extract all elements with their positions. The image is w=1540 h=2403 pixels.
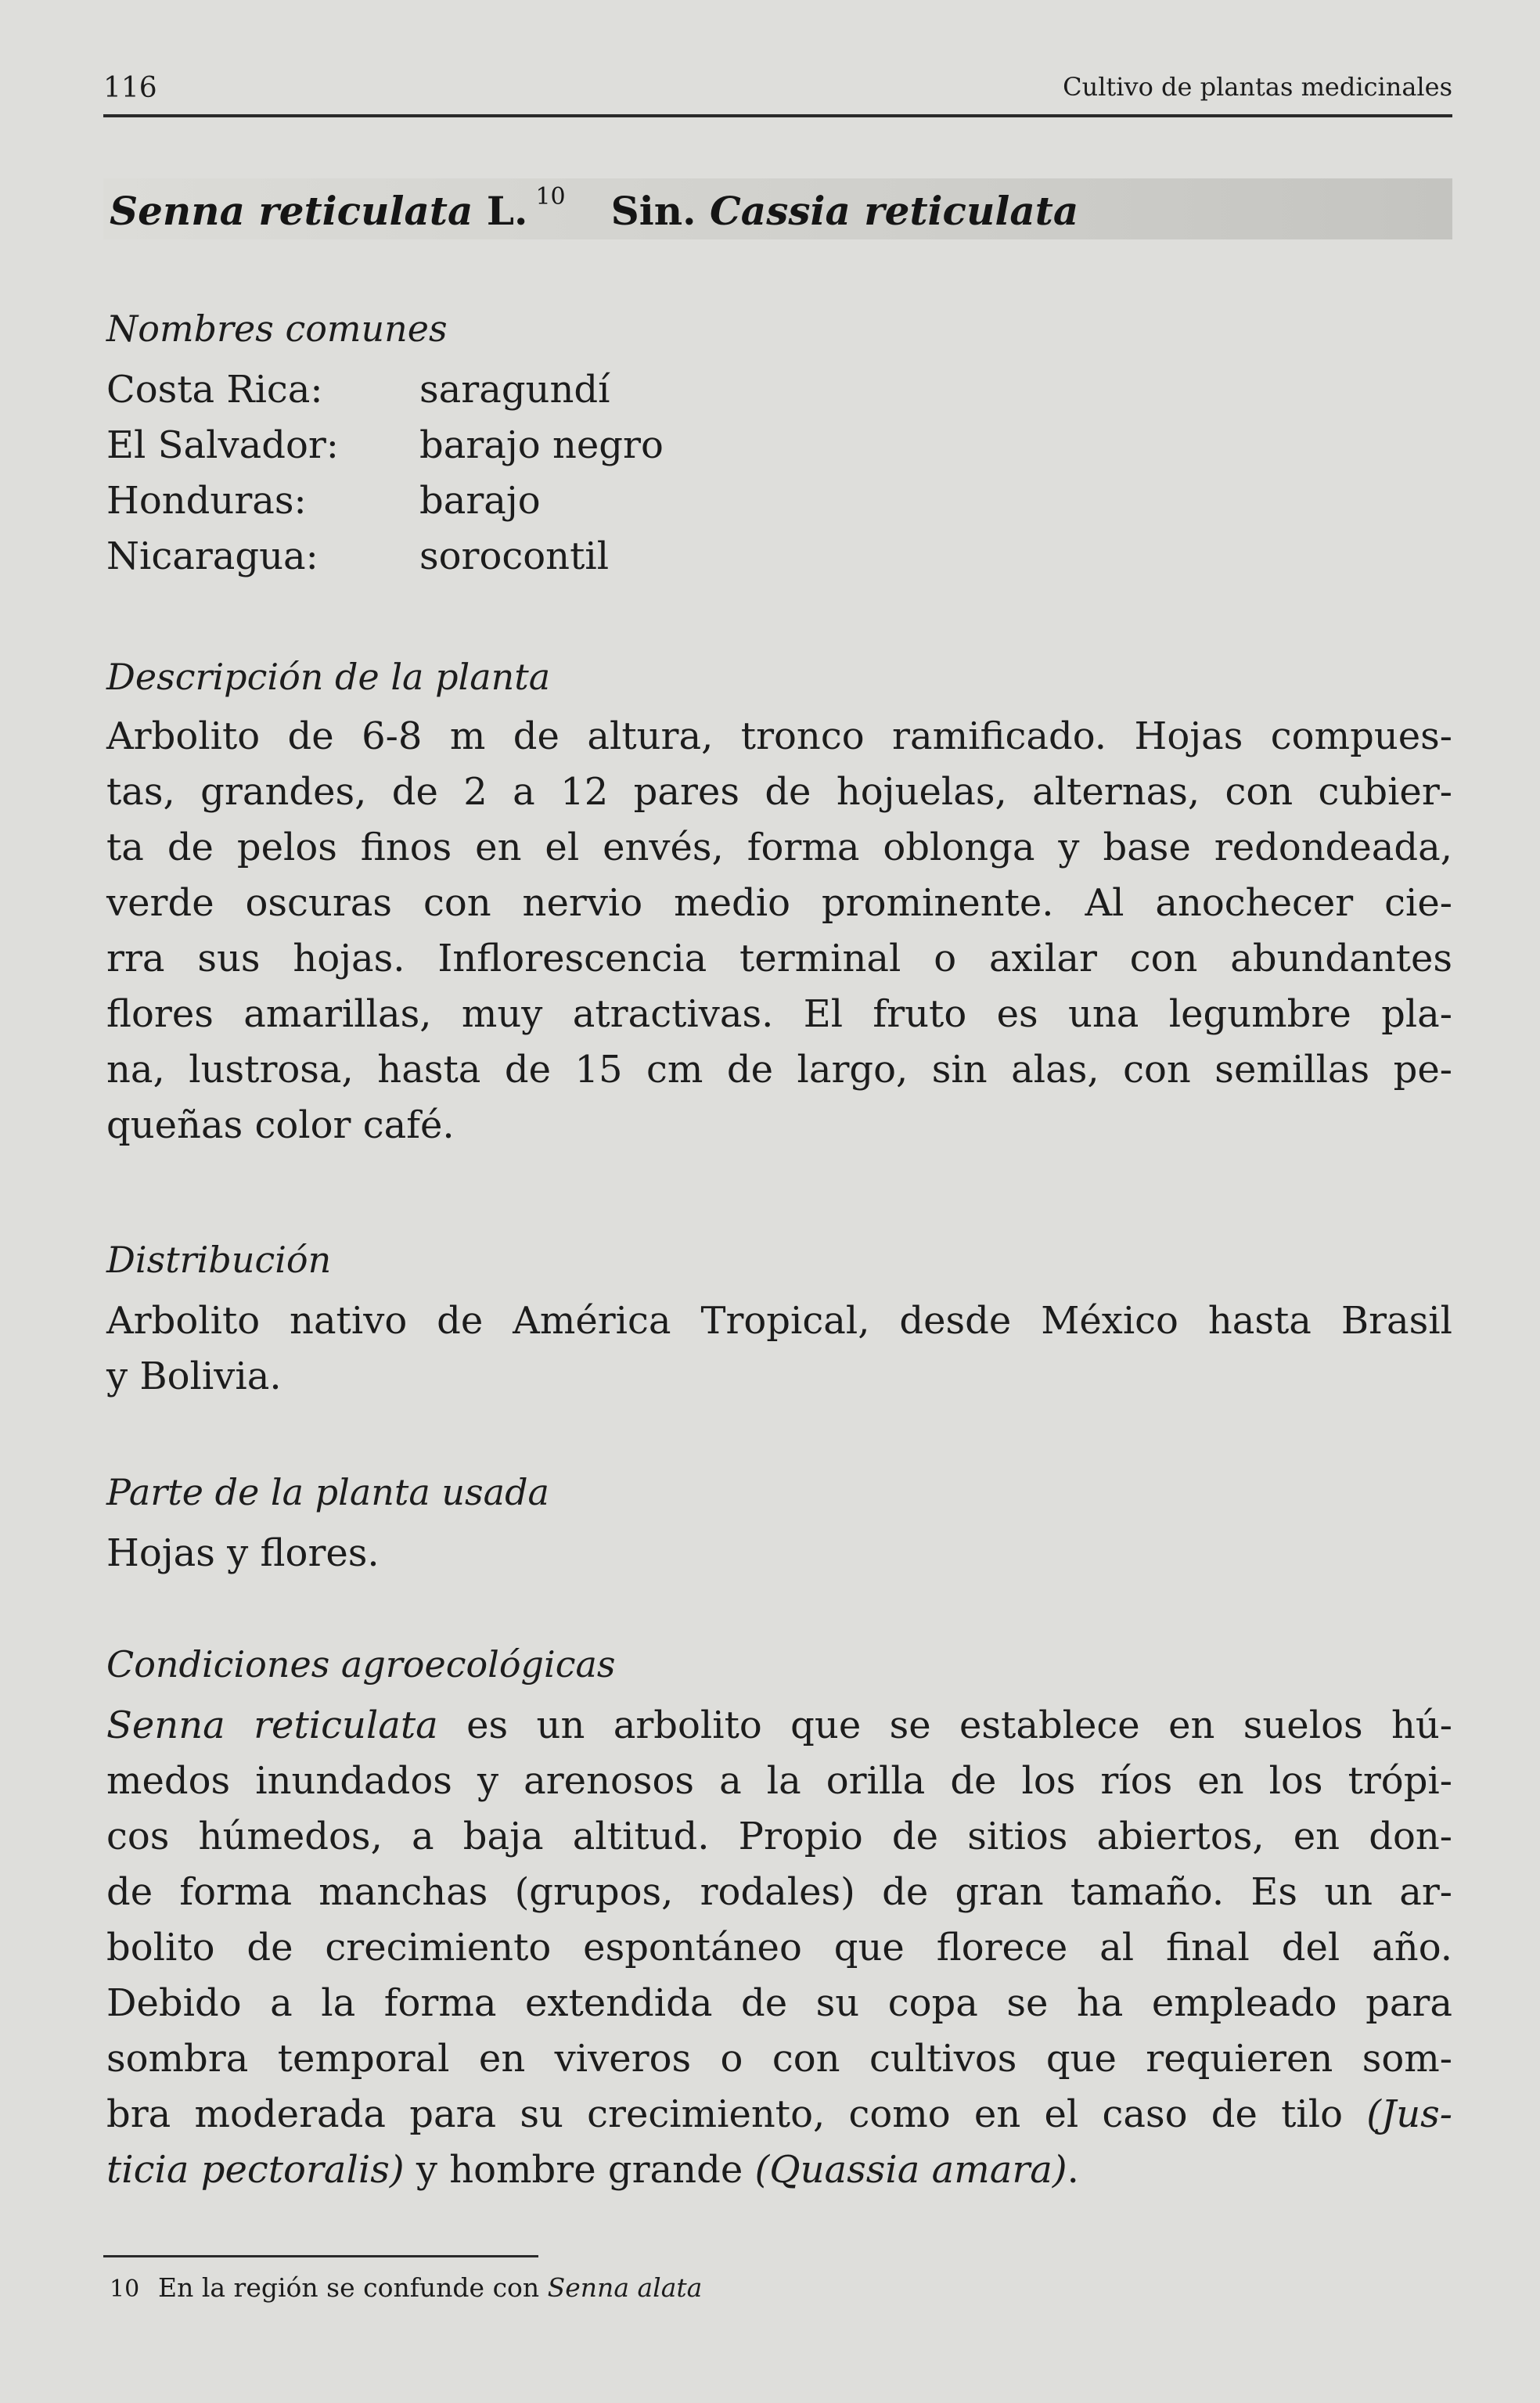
common-name: barajo negro: [419, 423, 664, 467]
species-name: Senna reticulata: [110, 188, 473, 234]
common-name: saragundí: [419, 368, 610, 412]
species-mention: Senna reticulata: [106, 1703, 438, 1747]
distribution-paragraph: [106, 1293, 1452, 1405]
footnote: [110, 2272, 702, 2303]
common-name-row: [106, 534, 609, 578]
species-author: L.: [486, 188, 528, 234]
species-mention: ticia pectoralis): [106, 2148, 405, 2192]
text-line: tas, grandes, de 2 a 12 pares de hojuelas, alternas, con cubier-: [106, 770, 1452, 814]
distribution-heading: Distribución: [106, 1239, 332, 1281]
line-text: .: [1067, 2148, 1079, 2192]
description-heading: Descripción de la planta: [106, 656, 551, 698]
synonym-label: Sin.: [610, 188, 696, 234]
text-line: [106, 1698, 1452, 1754]
text-line: [106, 2142, 1452, 2198]
line-text: bra moderada para su crecimiento, como en el caso de tilo: [106, 2092, 1344, 2136]
species-mention: (Jus-: [1366, 2092, 1453, 2136]
common-name: sorocontil: [419, 534, 610, 578]
text-line: de forma manchas (grupos, rodales) de gran tamaño. Es un ar-: [106, 1870, 1452, 1914]
country-label: Honduras:: [106, 479, 307, 523]
description-paragraph: [106, 709, 1452, 1153]
common-name-row: [106, 423, 664, 467]
part-used-paragraph: [106, 1526, 1452, 1581]
species-mention: (Quassia amara): [754, 2148, 1067, 2192]
text-line: queñas color café.: [106, 1103, 455, 1147]
text-line: Arbolito de 6-8 m de altura, tronco ramificado. Hojas compues-: [106, 714, 1452, 758]
running-title: Cultivo de plantas medicinales: [1063, 72, 1452, 102]
text-line: na, lustrosa, hasta de 15 cm de largo, sin alas, con semillas pe-: [106, 1048, 1452, 1092]
text-line: bolito de crecimiento espontáneo que florece al final del año.: [106, 1926, 1452, 1970]
country-label: Costa Rica:: [106, 368, 323, 412]
country-label: El Salvador:: [106, 423, 339, 467]
common-names-heading: Nombres comunes: [106, 308, 448, 350]
line-text: y hombre grande: [416, 2148, 743, 2192]
footnote-number: 10: [110, 2275, 140, 2303]
text-line: Hojas y flores.: [106, 1531, 380, 1575]
text-line: ta de pelos finos en el envés, forma oblonga y base redondeada,: [106, 826, 1452, 869]
text-line: sombra temporal en viveros o con cultivos que requieren som-: [106, 2037, 1452, 2081]
text-line: verde oscuras con nervio medio prominente. Al anochecer cie-: [106, 881, 1452, 925]
header-rule: [103, 114, 1452, 117]
text-line: y Bolivia.: [106, 1354, 282, 1398]
line-text: es un arbolito que se establece en suelos hú-: [466, 1703, 1453, 1747]
text-line: medos inundados y arenosos a la orilla de los ríos en los trópi-: [106, 1759, 1452, 1803]
part-used-heading: Parte de la planta usada: [106, 1471, 549, 1513]
footnote-species: Senna alata: [547, 2272, 703, 2303]
footnote-text: En la región se confunde con: [158, 2272, 540, 2303]
synonym-name: Cassia reticulata: [710, 188, 1079, 234]
common-name: barajo: [419, 479, 541, 523]
common-name-row: [106, 368, 610, 412]
footnote-rule: [103, 2255, 538, 2257]
page-number: 116: [103, 72, 157, 104]
text-line: rra sus hojas. Inflorescencia terminal o axilar con abundantes: [106, 937, 1452, 980]
country-label: Nicaragua:: [106, 534, 318, 578]
common-name-row: [106, 479, 541, 523]
text-line: Arbolito nativo de América Tropical, desde México hasta Brasil: [106, 1299, 1452, 1343]
conditions-heading: Condiciones agroecológicas: [106, 1643, 616, 1685]
text-line: flores amarillas, muy atractivas. El fruto es una legumbre pla-: [106, 992, 1452, 1036]
title-footnote-ref: 10: [535, 183, 566, 210]
text-line: cos húmedos, a baja altitud. Propio de sitios abiertos, en don-: [106, 1815, 1452, 1858]
species-title: [110, 183, 1078, 234]
text-line: [106, 2087, 1452, 2142]
text-line: Debido a la forma extendida de su copa se ha empleado para: [106, 1981, 1452, 2025]
conditions-paragraph: [106, 1698, 1452, 2198]
